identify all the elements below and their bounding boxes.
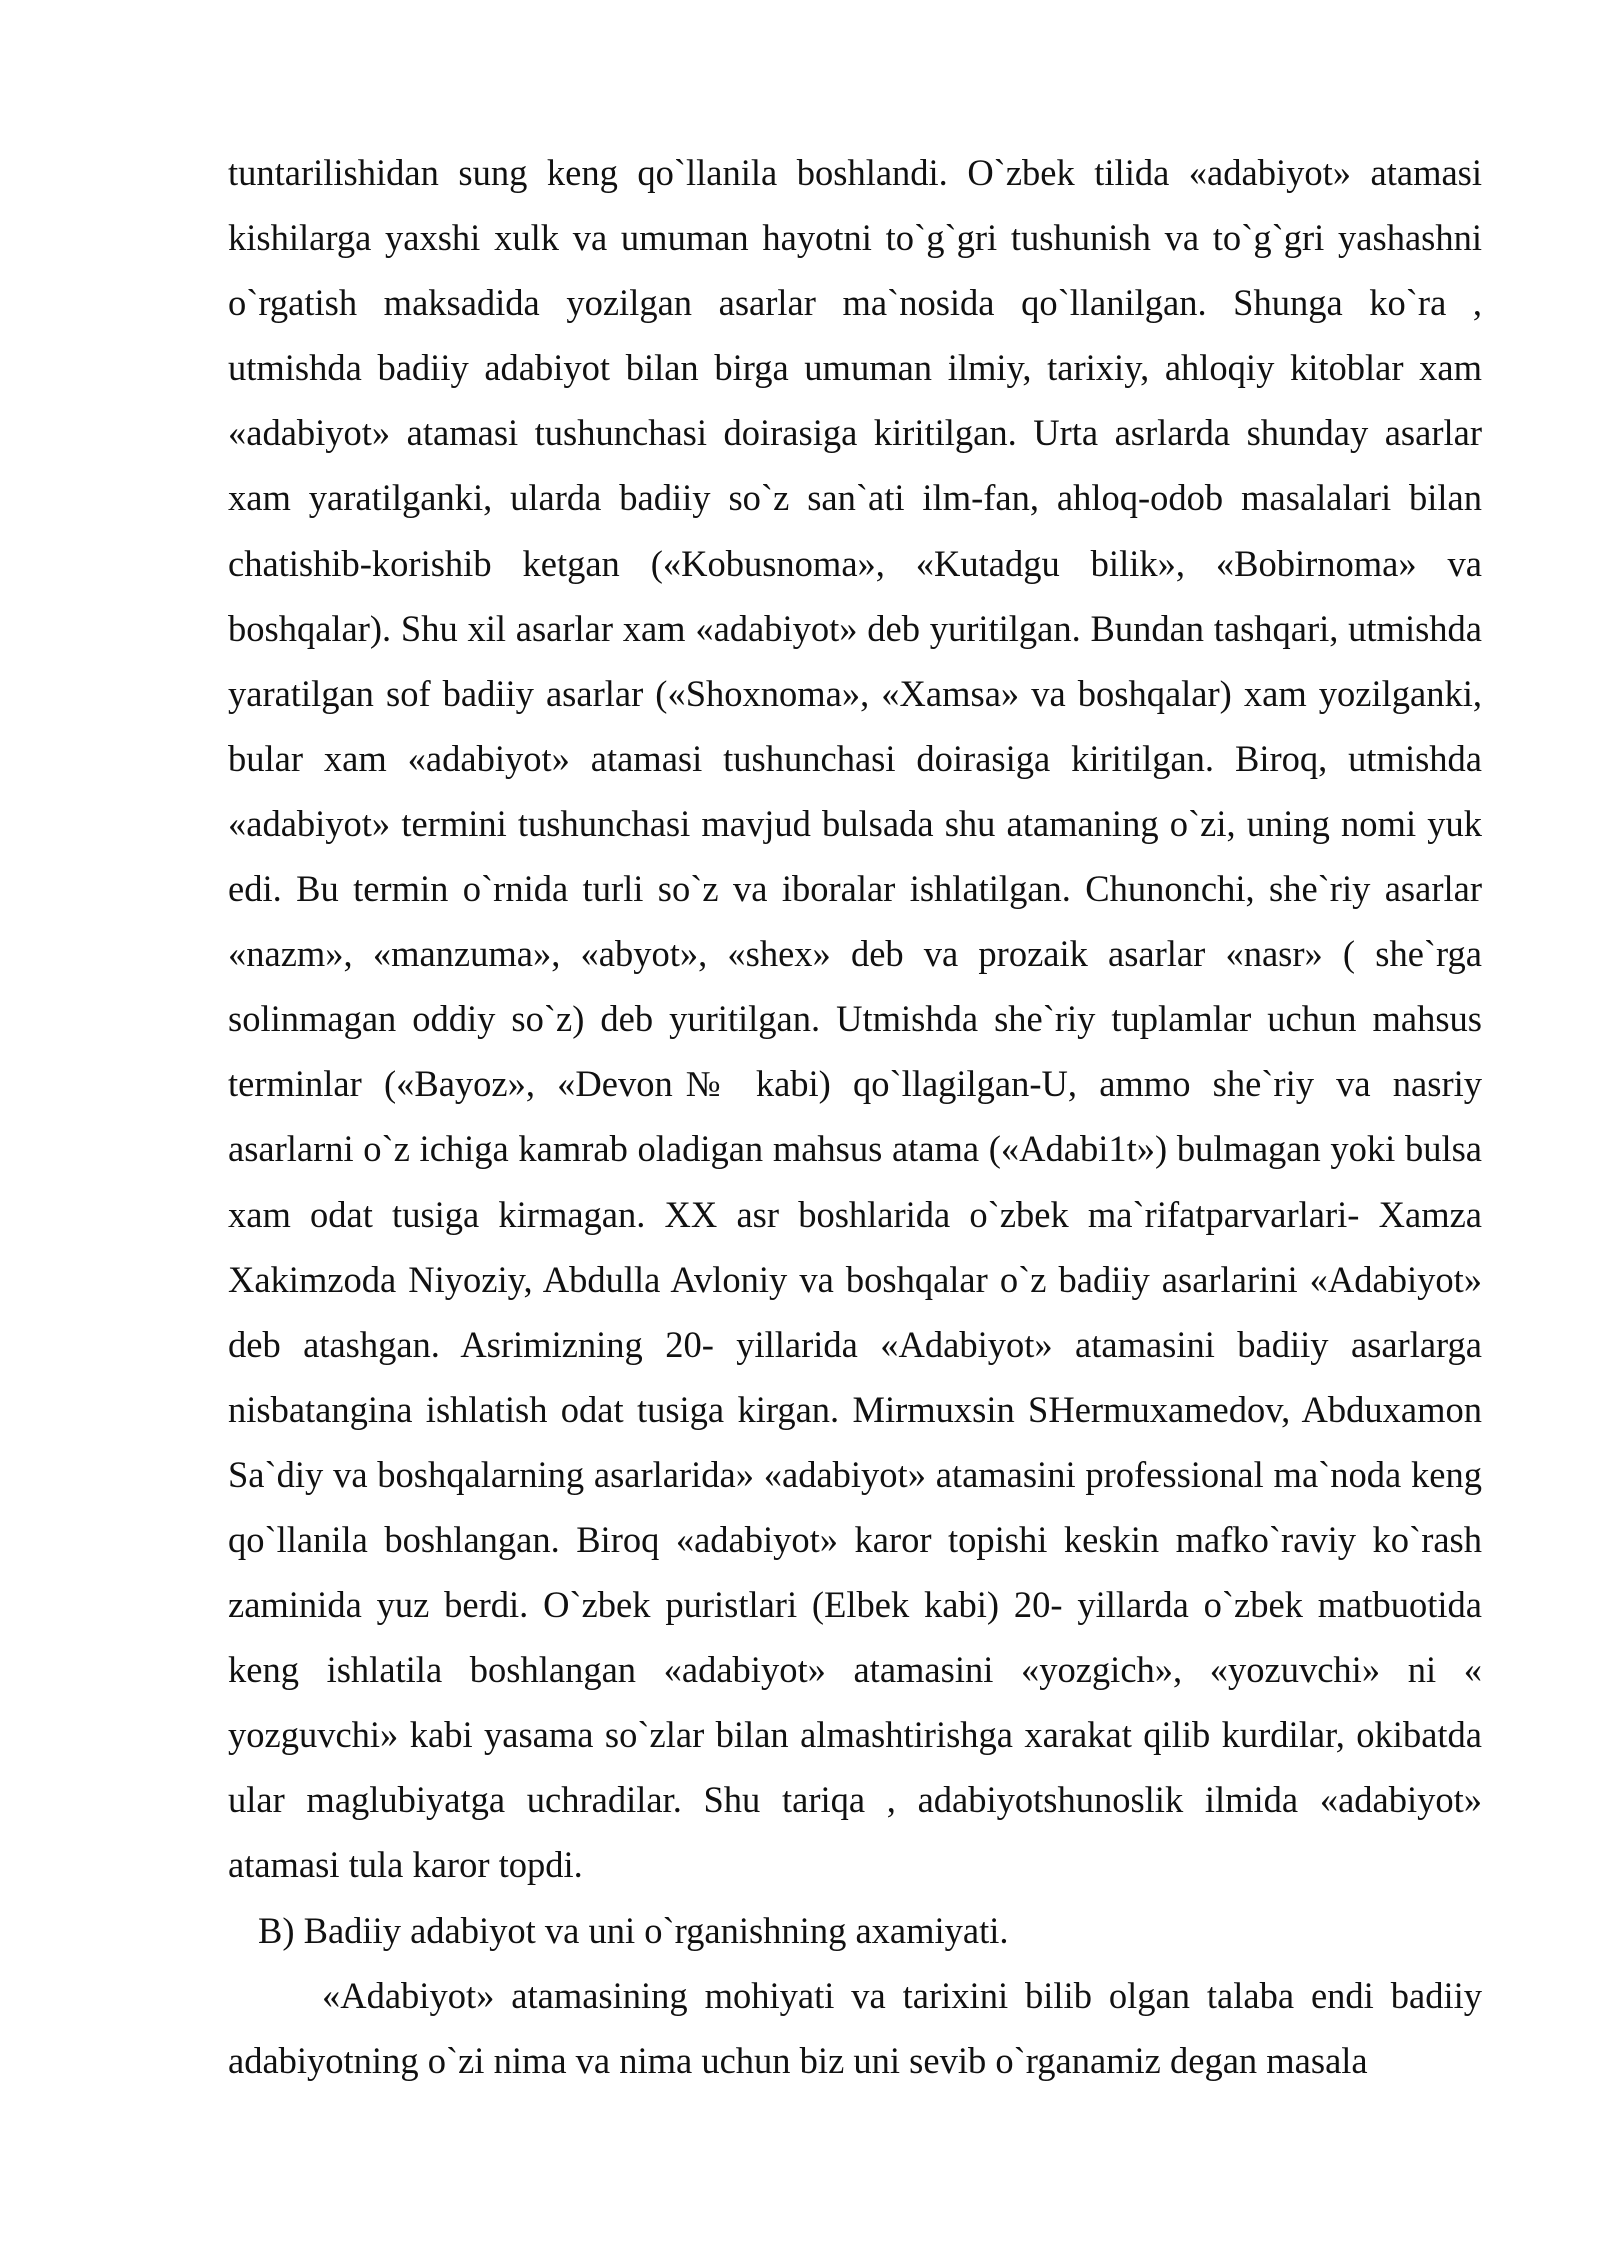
section-heading: B) Badiiy adabiyot va uni o`rganishning axamiyati. bbox=[258, 1909, 1009, 1951]
body-paragraph: tuntarilishidan sung keng qo`llanila boshlandi. O`zbek tilida «adabiyot» atamasi kishilarga yaxshi xulk va umuman hayotni to`g`gri tushunish va to`g`gri yashashni o`rgatish maksadida yozilgan asarlar ma`nosida qo`llanilgan. Shunga ko`ra , utmishda badiiy adabiyot bilan birga umuman ilmiy, tarixiy, ahloqiy kitoblar xam «adabiyot» atamasi tushunchasi doirasiga kiritilgan. Urta asrlarda shunday asarlar xam yaratilganki, ularda badiiy so`z san`ati ilm-fan, ahloq-odob masalalari bilan chatishib-korishib ketgan («Kobusnoma», «Kutadgu bilik», «Bobirnoma» va boshqalar). Shu xil asarlar xam «adabiyot» deb yuritilgan. Bundan tashqari, utmishda yaratilgan sof badiiy asarlar («Shoxnoma», «Xamsa» va boshqalar) xam yozilganki, bular xam «adabiyot» atamasi tushunchasi doirasiga kiritilgan. Biroq, utmishda «adabiyot» termini tushunchasi mavjud bulsada shu atamaning o`zi, uning nomi yuk edi. Bu termin o`rnida turli so`z va iboralar ishlatilgan. Chunonchi, she`riy asarlar «nazm», «manzuma», «abyot», «shex» deb va prozaik asarlar «nasr» ( she`rga solinmagan oddiy so`z) deb yuritilgan. Utmishda she`riy tuplamlar uchun mahsus terminlar («Bayoz», «Devon№ kabi) qo`llagilgan-U, ammo she`riy va nasriy asarlarni o`z ichiga kamrab oladigan mahsus atama («Adabi1t») bulmagan yoki bulsa xam odat tusiga kirmagan. XX asr boshlarida o`zbek ma`rifatparvarlari- Xamza Xakimzoda Niyoziy, Abdulla Avloniy va boshqalar o`z badiiy asarlarini «Adabiyot» deb atashgan. Asrimizning 20- yillarida «Adabiyot» atamasini badiiy asarlarga nisbatangina ishlatish odat tusiga kirgan. Mirmuxsin SHermuxamedov, Abduxamon Sa`diy va boshqalarning asarlarida» «adabiyot» atamasini professional ma`noda keng qo`llanila boshlangan. Biroq «adabiyot» karor topishi keskin mafko`raviy ko`rash zaminida yuz berdi. O`zbek puristlari (Elbek kabi) 20- yillarda o`zbek matbuotida keng ishlatila boshlangan «adabiyot» atamasini «yozgich», «yozuvchi» ni « yozguvchi» kabi yasama so`zlar bilan almashtirishga xarakat qilib kurdilar, okibatda ular maglubiyatga uchradilar. Shu tariqa , adabiyotshunoslik ilmida «adabiyot» atamasi tula karor topdi. bbox=[228, 152, 1482, 1886]
body-paragraph-continued: «Adabiyot» atamasining mohiyati va tarixini bilib olgan talaba endi badiiy adabiyotning o`zi nima va nima uchun biz uni sevib o`rganamiz degan masala bbox=[228, 1974, 1482, 2081]
document-body bbox=[228, 140, 1482, 2093]
